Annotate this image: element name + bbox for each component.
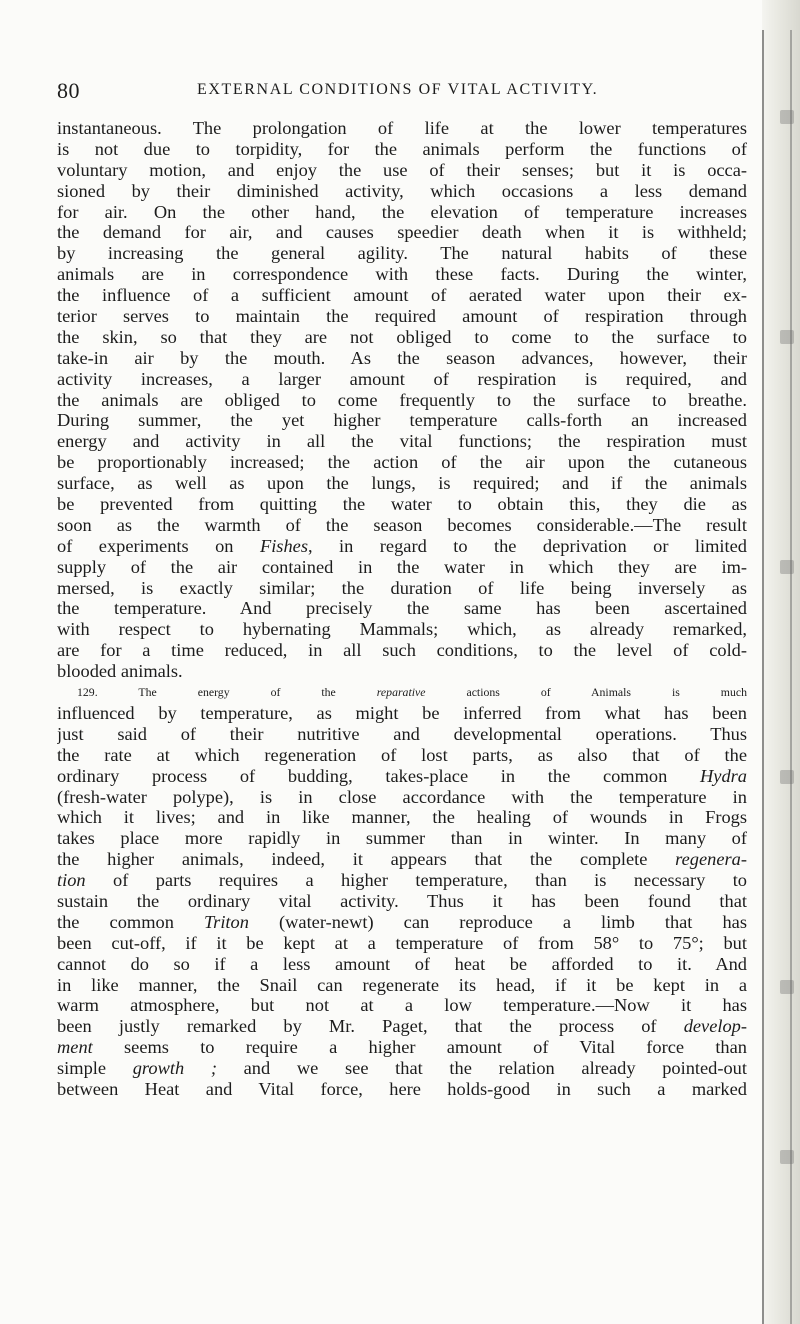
text-line: soon as the warmth of the season becomes considerable.—The result	[57, 514, 747, 535]
text-line: the demand for air, and causes speedier death when it is withheld;	[57, 222, 747, 243]
text-line: been cut-off, if it be kept at a temperature of from 58° to 75°; but	[57, 932, 747, 953]
text-line: just said of their nutritive and developmental operations. Thus	[57, 723, 747, 744]
text-segment: and we see that the relation already pointed-out	[216, 1058, 747, 1079]
running-head: EXTERNAL CONDITIONS OF VITAL ACTIVITY.	[197, 81, 599, 98]
text-line: cannot do so if a less amount of heat be afforded to it. And	[57, 953, 747, 974]
text-line: animals are in correspondence with these facts. During the winter,	[57, 264, 747, 285]
text-line: the influence of a sufficient amount of aerated water upon their ex-	[57, 285, 747, 306]
text-line: the skin, so that they are not obliged to come to the surface to	[57, 326, 747, 347]
text-line: blooded animals.	[57, 661, 183, 682]
text-line	[57, 1058, 747, 1079]
text-line: between Heat and Vital force, here holds-good in such a marked	[57, 1078, 747, 1099]
text-segment: seems to require a higher amount of Vital force than	[92, 1037, 747, 1058]
text-line: supply of the air contained in the water in which they are im-	[57, 556, 747, 577]
text-line: with respect to hybernating Mammals; which, as already remarked,	[57, 619, 747, 640]
text-line: energy and activity in all the vital functions; the respiration must	[57, 431, 747, 452]
italic-term: Hydra	[700, 765, 747, 786]
bleed-mark	[780, 1150, 794, 1164]
text-segment: simple	[57, 1058, 133, 1079]
text-segment: actions of Animals is much	[425, 685, 747, 700]
text-line: be proportionably increased; the action of the air upon the cutaneous	[57, 452, 747, 473]
text-line: is not due to torpidity, for the animals perform the functions of	[57, 138, 747, 159]
text-line: sioned by their diminished activity, which occasions a less demand	[57, 180, 747, 201]
text-line: voluntary motion, and enjoy the use of their senses; but it is occa-	[57, 159, 747, 180]
text-segment: , in regard to the deprivation or limited	[307, 535, 747, 556]
page-edge-line	[762, 30, 764, 1324]
text-segment: the higher animals, indeed, it appears that the complete	[57, 849, 676, 870]
text-segment: been justly remarked by Mr. Paget, that the process of	[57, 1016, 684, 1037]
text-line: warm atmosphere, but not at a low temperature.—Now it has	[57, 995, 747, 1016]
bleed-mark	[780, 560, 794, 574]
bleed-mark	[780, 770, 794, 784]
text-line	[57, 536, 747, 557]
page-number: 80	[57, 78, 80, 103]
text-line	[57, 1037, 747, 1058]
italic-term: Triton	[203, 911, 249, 932]
text-line: the rate at which regeneration of lost parts, as also that of the	[57, 744, 747, 765]
text-line: During summer, the yet higher temperature calls-forth an increased	[57, 410, 747, 431]
text-line: in like manner, the Snail can regenerate its head, if it be kept in a	[57, 974, 747, 995]
text-line: by increasing the general agility. The natural habits of these	[57, 243, 747, 264]
text-line	[57, 766, 747, 787]
text-line: which it lives; and in like manner, the healing of wounds in Frogs	[57, 807, 747, 828]
text-line: (fresh-water polype), is in close accordance with the temperature in	[57, 786, 747, 807]
italic-term: Fishes	[259, 535, 308, 556]
italic-term: develop-	[683, 1016, 747, 1037]
italic-term: reparative	[376, 685, 426, 700]
text-line: for air. On the other hand, the elevation of temperature increases	[57, 201, 747, 222]
page-header	[57, 78, 747, 106]
text-line: mersed, is exactly similar; the duration of life being inversely as	[57, 577, 747, 598]
bleed-mark	[780, 330, 794, 344]
text-line: the temperature. And precisely the same has been ascertained	[57, 598, 747, 619]
text-segment: the common	[57, 911, 204, 932]
text-segment: (water-newt) can reproduce a limb that has	[248, 911, 747, 932]
bleed-mark	[780, 110, 794, 124]
italic-term: tion	[57, 870, 86, 891]
text-line	[57, 682, 747, 703]
text-line: sustain the ordinary vital activity. Thus it has been found that	[57, 890, 747, 911]
text-line	[57, 1016, 747, 1037]
text-segment: ordinary process of budding, takes-place in the common	[57, 765, 700, 786]
italic-term: regenera-	[675, 849, 747, 870]
text-segment: of parts requires a higher temperature, than is necessary to	[85, 870, 747, 891]
page-edge-line-outer	[790, 30, 792, 1324]
text-segment: 129. The energy of the	[77, 685, 377, 700]
text-segment: of experiments on	[57, 535, 260, 556]
text-line: terior serves to maintain the required amount of respiration through	[57, 306, 747, 327]
text-line: surface, as well as upon the lungs, is required; and if the animals	[57, 473, 747, 494]
text-line: be prevented from quitting the water to obtain this, they die as	[57, 494, 747, 515]
adjacent-page-edge	[762, 0, 800, 1324]
text-line: the animals are obliged to come frequently to the surface to breathe.	[57, 389, 747, 410]
text-line	[57, 849, 747, 870]
text-line: instantaneous. The prolongation of life at the lower temperatures	[57, 118, 747, 138]
italic-term: growth ;	[132, 1058, 217, 1079]
italic-term: ment	[57, 1037, 93, 1058]
text-line: are for a time reduced, in all such conditions, to the level of cold-	[57, 640, 747, 661]
text-line	[57, 870, 747, 891]
text-line: takes place more rapidly in summer than in winter. In many of	[57, 828, 747, 849]
text-line: take-in air by the mouth. As the season advances, however, their	[57, 347, 747, 368]
text-line: influenced by temperature, as might be inferred from what has been	[57, 702, 747, 723]
body-text	[57, 118, 747, 1100]
bleed-mark	[780, 980, 794, 994]
text-line: activity increases, a larger amount of respiration is required, and	[57, 368, 747, 389]
text-line	[57, 912, 747, 933]
